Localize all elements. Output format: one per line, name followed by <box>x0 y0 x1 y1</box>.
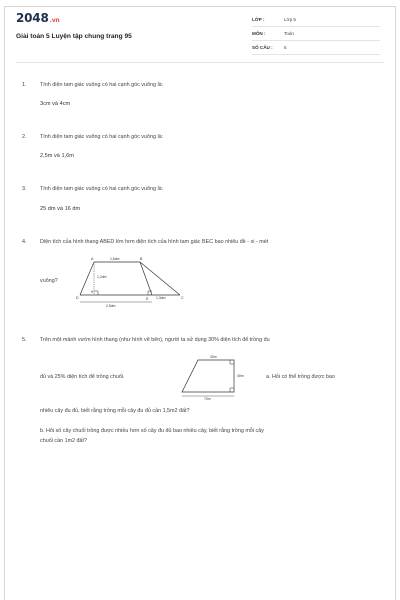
garden-top-label: 30m <box>210 355 217 359</box>
question-5-part-b-line2: chuối cần 1m2 đất? <box>40 438 88 444</box>
question-2-text: Tính diện tam giác vuông có hai cạnh góc vuông là: <box>40 134 164 140</box>
vertex-d-label: D <box>76 296 79 300</box>
header-divider <box>16 62 384 63</box>
de-length-label: 2,5dm <box>106 304 116 308</box>
garden-right-angle-top <box>230 360 234 364</box>
question-count-value: 5 <box>284 45 287 50</box>
trapezoid-abed-figure <box>72 252 188 314</box>
question-2-answer: 2,5m và 1,6m <box>40 153 74 159</box>
ec-length-label: 1,3dm <box>156 296 166 300</box>
garden-right-angle-bottom <box>230 388 234 392</box>
question-count-label: SỐ CÂU : <box>252 45 273 50</box>
vertex-e-label: E <box>146 297 149 301</box>
logo-suffix: .vn <box>49 17 60 24</box>
question-5-part-b-line1: b. Hỏi số cây chuối trồng được nhiều hơn số cây đu đủ bao nhiêu cây, biết rằng trồng mỗi cây <box>40 428 264 434</box>
vertex-c-label: C <box>181 296 184 300</box>
worksheet-page <box>4 6 396 600</box>
question-4-text-cont: vuông? <box>40 278 58 284</box>
site-logo[interactable] <box>16 11 59 25</box>
question-5-text: Trên một mảnh vườn hình thang (như hình vẽ bên), người ta sử dụng 30% diện tích để trồng đu <box>40 337 270 343</box>
question-5-line2: đủ và 25% diện tích để trồng chuối. <box>40 374 125 380</box>
question-2-number: 2. <box>22 134 27 140</box>
garden-bottom-label: 70m <box>204 397 211 401</box>
subject-label: MÔN : <box>252 31 266 36</box>
question-5-number: 5. <box>22 337 27 343</box>
question-1-number: 1. <box>22 82 27 88</box>
subject-value: Toán <box>284 31 294 36</box>
vertex-b-label: B <box>140 257 143 261</box>
question-3-text: Tính diện tam giác vuông có hai cạnh góc vuông là: <box>40 186 164 192</box>
question-3-number: 3. <box>22 186 27 192</box>
question-count-row <box>252 44 380 55</box>
garden-height-label: 40m <box>237 374 244 378</box>
point-h-label: H <box>91 290 94 294</box>
subject-row <box>252 30 380 41</box>
question-5-part-a-end: nhiêu cây đu đủ, biết rằng trồng mỗi cây đu đủ cần 1,5m2 đất? <box>40 408 190 414</box>
question-4-text: Diện tích của hình thang ABED lớn hơn diện tích của hình tam giác BEC bao nhiêu đề - xi - mét <box>40 239 269 245</box>
right-angle-mark-h <box>94 291 98 295</box>
question-3-answer: 25 dm và 16 dm <box>40 206 81 212</box>
question-1-answer: 3cm và 4cm <box>40 101 71 107</box>
class-label: LỚP : <box>252 17 265 22</box>
question-1-text: Tính diện tam giác vuông có hai cạnh góc vuông là: <box>40 82 164 88</box>
question-5-part-a-start: a. Hỏi có thể trồng được bao <box>266 374 335 380</box>
top-length-label: 1,6dm <box>110 257 120 261</box>
page-title: Giải toán 5 Luyện tập chung trang 95 <box>16 33 132 40</box>
vertex-a-label: A <box>91 257 94 261</box>
question-4-number: 4. <box>22 239 27 245</box>
garden-trapezoid-figure <box>178 350 258 402</box>
class-value: Lớp 5 <box>284 17 296 22</box>
logo-text: 2048 <box>16 11 49 25</box>
class-row <box>252 16 380 27</box>
height-length-label: 1,2dm <box>97 275 107 279</box>
garden-trapezoid <box>182 360 234 392</box>
